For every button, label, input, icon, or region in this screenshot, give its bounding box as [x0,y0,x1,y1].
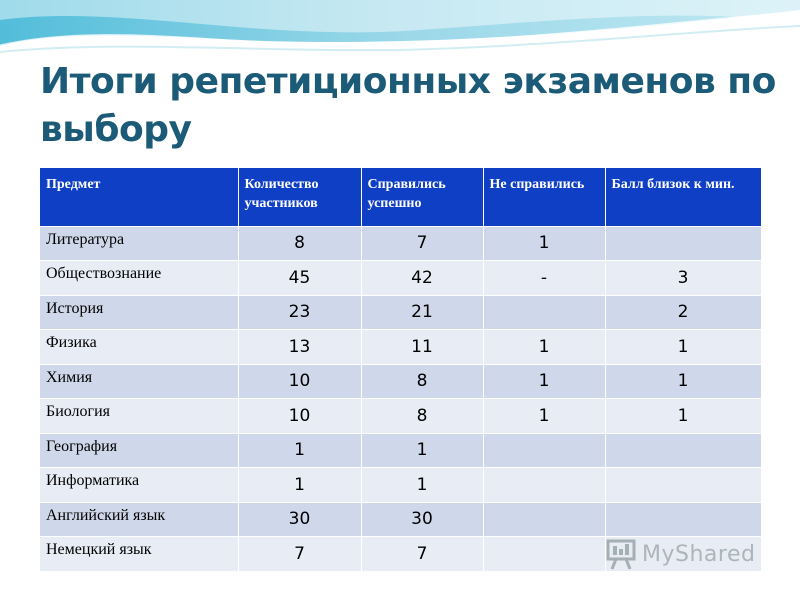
cell-subject: Физика [40,330,238,365]
cell-participants: 10 [238,364,361,399]
cell-near-min: 1 [605,330,761,365]
table-row [40,261,761,296]
cell-failed: 1 [483,364,605,399]
cell-subject: Немецкий язык [40,537,238,572]
cell-subject: Биология [40,399,238,434]
header-participants: Количество участников [238,168,361,226]
slide-title: Итоги репетиционных экзаменов по выбору [40,61,776,150]
table-row [40,330,761,365]
cell-near-min [605,433,761,468]
cell-failed [483,433,605,468]
cell-subject: Обществознание [40,261,238,296]
cell-failed: 1 [483,226,605,261]
cell-near-min: 1 [605,364,761,399]
watermark-text: MyShared [642,541,756,567]
presentation-board-icon [604,537,638,571]
header-near-min-score: Балл близок к мин. [605,168,761,226]
cell-failed [483,295,605,330]
cell-near-min [605,226,761,261]
cell-passed: 1 [361,433,483,468]
cell-passed: 8 [361,399,483,434]
table-row [40,399,761,434]
watermark [604,537,774,571]
cell-participants: 1 [238,468,361,503]
cell-failed: 1 [483,399,605,434]
cell-failed [483,468,605,503]
cell-failed: 1 [483,330,605,365]
cell-subject: Информатика [40,468,238,503]
header-subject: Предмет [40,168,238,226]
cell-near-min [605,468,761,503]
table-row [40,364,761,399]
table-row [40,226,761,261]
cell-participants: 30 [238,502,361,537]
cell-near-min: 1 [605,399,761,434]
cell-passed: 1 [361,468,483,503]
cell-near-min [605,502,761,537]
table-row [40,468,761,503]
table-row [40,502,761,537]
cell-passed: 42 [361,261,483,296]
cell-passed: 21 [361,295,483,330]
cell-passed: 8 [361,364,483,399]
cell-subject: Английский язык [40,502,238,537]
cell-near-min: 3 [605,261,761,296]
cell-near-min: 2 [605,295,761,330]
cell-participants: 13 [238,330,361,365]
header-failed: Не справились [483,168,605,226]
table-row [40,295,761,330]
cell-participants: 7 [238,537,361,572]
cell-participants: 23 [238,295,361,330]
cell-participants: 45 [238,261,361,296]
cell-passed: 30 [361,502,483,537]
table-header-row [40,168,761,226]
cell-participants: 10 [238,399,361,434]
cell-failed: - [483,261,605,296]
cell-participants: 8 [238,226,361,261]
results-table [40,168,762,571]
cell-passed: 7 [361,537,483,572]
cell-subject: География [40,433,238,468]
table-row [40,433,761,468]
cell-subject: Литература [40,226,238,261]
cell-subject: Химия [40,364,238,399]
cell-subject: История [40,295,238,330]
cell-failed [483,537,605,572]
cell-passed: 11 [361,330,483,365]
cell-passed: 7 [361,226,483,261]
cell-failed [483,502,605,537]
header-passed: Справились успешно [361,168,483,226]
cell-participants: 1 [238,433,361,468]
